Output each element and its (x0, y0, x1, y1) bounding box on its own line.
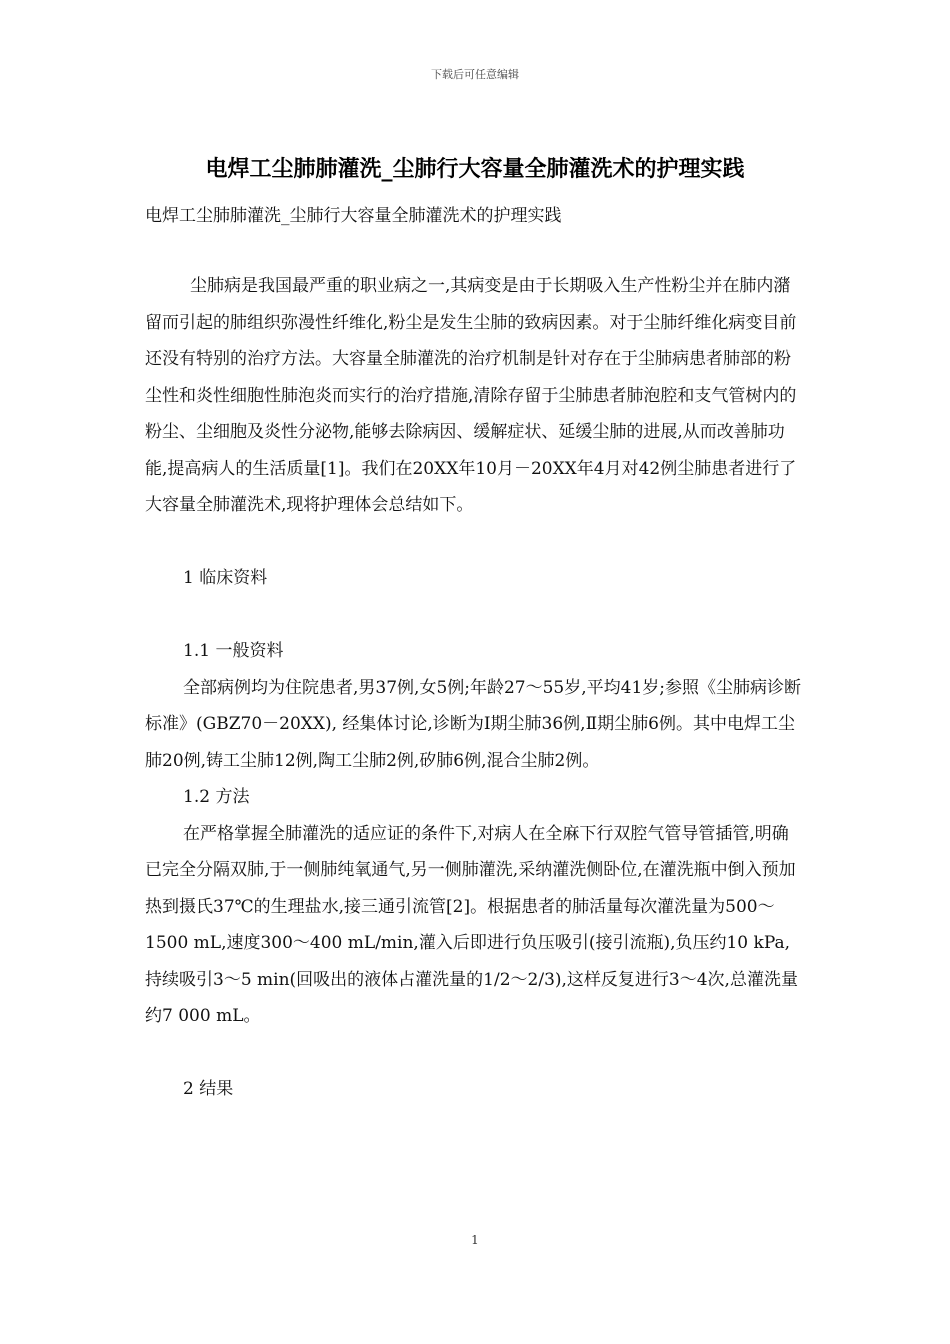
document-subtitle: 电焊工尘肺肺灌洗_尘肺行大容量全肺灌洗术的护理实践 (145, 206, 562, 226)
section-heading-1-1: 1.1 一般资料 (183, 641, 284, 661)
page-header: 下载后可任意编辑 (431, 68, 519, 81)
section-heading-1: 1 临床资料 (183, 568, 268, 588)
section-heading-2: 2 结果 (183, 1079, 234, 1099)
document-title: 电焊工尘肺肺灌洗_尘肺行大容量全肺灌洗术的护理实践 (205, 156, 745, 182)
section-heading-1-2: 1.2 方法 (183, 787, 250, 807)
intro-paragraph: 尘肺病是我国最严重的职业病之一,其病变是由于长期吸入生产性粉尘并在肺内潴留而引起的肺组织弥漫性纤维化,粉尘是发生尘肺的致病因素。对于尘肺纤维化病变目前还没有特别的治疗方法。大容量全肺灌洗的治疗机制是针对存在于尘肺病患者肺部的粉尘性和炎性细胞性肺泡炎而实行的治疗措施,清除存留于尘肺患者肺泡腔和支气管树内的粉尘、尘细胞及炎性分泌物,能够去除病因、缓解症状、延缓尘肺的进展,从而改善肺功能,提高病人的生活质量[1]。我们在20XX年10月－20XX年4月对42例尘肺患者进行了大容量全肺灌洗术,现将护理体会总结如下。 (145, 276, 797, 515)
page-number: 1 (471, 1233, 479, 1247)
document-body (145, 268, 805, 1108)
method-paragraph: 在严格掌握全肺灌洗的适应证的条件下,对病人在全麻下行双腔气管导管插管,明确已完全分隔双肺,于一侧肺纯氧通气,另一侧肺灌洗,采纳灌洗侧卧位,在灌洗瓶中倒入预加热到摄氏37℃的生理盐水,接三通引流管[2]。根据患者的肺活量每次灌洗量为500～1500 mL,速度300～400 mL/min,灌入后即进行负压吸引(接引流瓶),负压约10 kPa,持续吸引3～5 min(回吸出的液体占灌洗量的1/2～2/3),这样反复进行3～4次,总灌洗量约7 000 mL。 (145, 823, 798, 1026)
general-info-paragraph: 全部病例均为住院患者,男37例,女5例;年龄27～55岁,平均41岁;参照《尘肺病诊断标准》(GBZ70－20XX), 经集体讨论,诊断为Ⅰ期尘肺36例,Ⅱ期尘肺6例。其中电焊工尘肺20例,铸工尘肺12例,陶工尘肺2例,矽肺6例,混合尘肺2例。 (145, 677, 802, 771)
